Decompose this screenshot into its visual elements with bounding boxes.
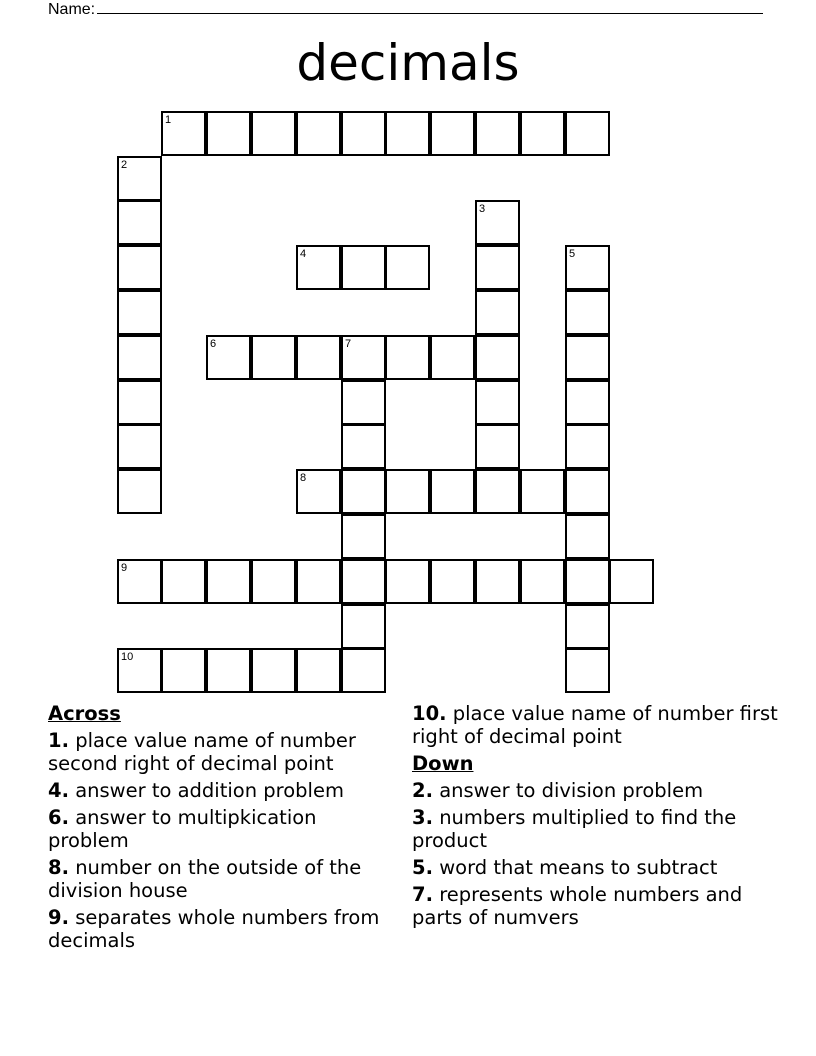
- grid-cell[interactable]: [206, 335, 251, 380]
- grid-cell[interactable]: [161, 648, 206, 693]
- down-clue-7: 7. represents whole numbers and parts of numvers: [412, 883, 743, 929]
- grid-cell[interactable]: [117, 424, 162, 469]
- grid-cell[interactable]: [206, 559, 251, 604]
- grid-cell[interactable]: [475, 380, 520, 425]
- grid-cell[interactable]: [565, 290, 610, 335]
- clues-right-column: [412, 702, 782, 933]
- clue-number: 8: [300, 472, 307, 484]
- grid-cell[interactable]: [430, 469, 475, 514]
- grid-cell[interactable]: [117, 335, 162, 380]
- grid-cell[interactable]: [475, 290, 520, 335]
- grid-cell[interactable]: [296, 559, 341, 604]
- grid-cell[interactable]: [206, 648, 251, 693]
- grid-cell[interactable]: [296, 245, 341, 290]
- grid-cell[interactable]: [117, 380, 162, 425]
- grid-cell[interactable]: [475, 111, 520, 156]
- across-clue-10: 10. place value name of number first right of decimal point: [412, 702, 778, 748]
- grid-cell[interactable]: [251, 111, 296, 156]
- grid-cell[interactable]: [520, 469, 565, 514]
- grid-cell[interactable]: [117, 290, 162, 335]
- grid-cell[interactable]: [341, 514, 386, 559]
- across-clue-1: 1. place value name of number second right of decimal point: [48, 729, 356, 775]
- clue-number: 2: [121, 159, 128, 171]
- across-clue-4: 4. answer to addition problem: [48, 779, 344, 802]
- grid-cell[interactable]: [565, 604, 610, 649]
- across-clue-8: 8. number on the outside of the division house: [48, 856, 362, 902]
- grid-cell[interactable]: [341, 111, 386, 156]
- grid-cell[interactable]: [251, 335, 296, 380]
- grid-cell[interactable]: [341, 604, 386, 649]
- grid-cell[interactable]: [296, 335, 341, 380]
- clue-number: 6: [210, 338, 217, 350]
- grid-cell[interactable]: [117, 245, 162, 290]
- grid-cell[interactable]: [385, 559, 430, 604]
- grid-cell[interactable]: [430, 559, 475, 604]
- grid-cell[interactable]: [475, 559, 520, 604]
- grid-cell[interactable]: [117, 648, 162, 693]
- grid-cell[interactable]: [565, 514, 610, 559]
- grid-cell[interactable]: [475, 424, 520, 469]
- name-label: Name:: [48, 1, 96, 18]
- clue-number: 10: [121, 651, 134, 663]
- grid-cell[interactable]: [385, 245, 430, 290]
- grid-cell[interactable]: [296, 648, 341, 693]
- grid-cell[interactable]: [117, 469, 162, 514]
- grid-cell[interactable]: [117, 156, 162, 201]
- grid-cell[interactable]: [475, 245, 520, 290]
- grid-cell[interactable]: [520, 559, 565, 604]
- grid-cell[interactable]: [251, 648, 296, 693]
- clue-number: 4: [300, 248, 307, 260]
- grid-cell[interactable]: [341, 559, 386, 604]
- grid-cell[interactable]: [296, 469, 341, 514]
- grid-cell[interactable]: [385, 335, 430, 380]
- grid-cell[interactable]: [296, 111, 341, 156]
- grid-cell[interactable]: [117, 559, 162, 604]
- grid-cell[interactable]: [161, 111, 206, 156]
- across-heading: Across: [48, 702, 121, 725]
- grid-cell[interactable]: [341, 245, 386, 290]
- grid-cell[interactable]: [565, 380, 610, 425]
- grid-cell[interactable]: [520, 111, 565, 156]
- down-heading: Down: [412, 752, 474, 775]
- down-clue-5: 5. word that means to subtract: [412, 856, 718, 879]
- across-clue-9: 9. separates whole numbers from decimals: [48, 906, 380, 952]
- clue-number: 3: [479, 203, 486, 215]
- clue-number: 9: [121, 562, 128, 574]
- grid-cell[interactable]: [565, 424, 610, 469]
- grid-cell[interactable]: [609, 559, 654, 604]
- grid-cell[interactable]: [117, 200, 162, 245]
- down-clue-2: 2. answer to division problem: [412, 779, 704, 802]
- grid-cell[interactable]: [206, 111, 251, 156]
- grid-cell[interactable]: [565, 245, 610, 290]
- grid-cell[interactable]: [161, 559, 206, 604]
- grid-cell[interactable]: [430, 335, 475, 380]
- grid-cell[interactable]: [565, 111, 610, 156]
- grid-cell[interactable]: [565, 469, 610, 514]
- across-clue-6: 6. answer to multipkication problem: [48, 806, 317, 852]
- grid-cell[interactable]: [565, 559, 610, 604]
- grid-cell[interactable]: [475, 469, 520, 514]
- grid-cell[interactable]: [341, 380, 386, 425]
- clues-left-column: [48, 702, 398, 956]
- down-clue-3: 3. numbers multiplied to find the product: [412, 806, 737, 852]
- grid-cell[interactable]: [430, 111, 475, 156]
- grid-cell[interactable]: [341, 469, 386, 514]
- grid-cell[interactable]: [475, 200, 520, 245]
- grid-cell[interactable]: [251, 559, 296, 604]
- grid-cell[interactable]: [475, 335, 520, 380]
- clue-number: 7: [345, 338, 352, 350]
- grid-cell[interactable]: [565, 648, 610, 693]
- grid-cell[interactable]: [565, 335, 610, 380]
- grid-cell[interactable]: [341, 648, 386, 693]
- grid-cell[interactable]: [385, 469, 430, 514]
- grid-cell[interactable]: [341, 424, 386, 469]
- clue-number: 1: [165, 114, 172, 126]
- grid-cell[interactable]: [385, 111, 430, 156]
- page-title: decimals: [296, 34, 520, 92]
- grid-cell[interactable]: [341, 335, 386, 380]
- clue-number: 5: [569, 248, 576, 260]
